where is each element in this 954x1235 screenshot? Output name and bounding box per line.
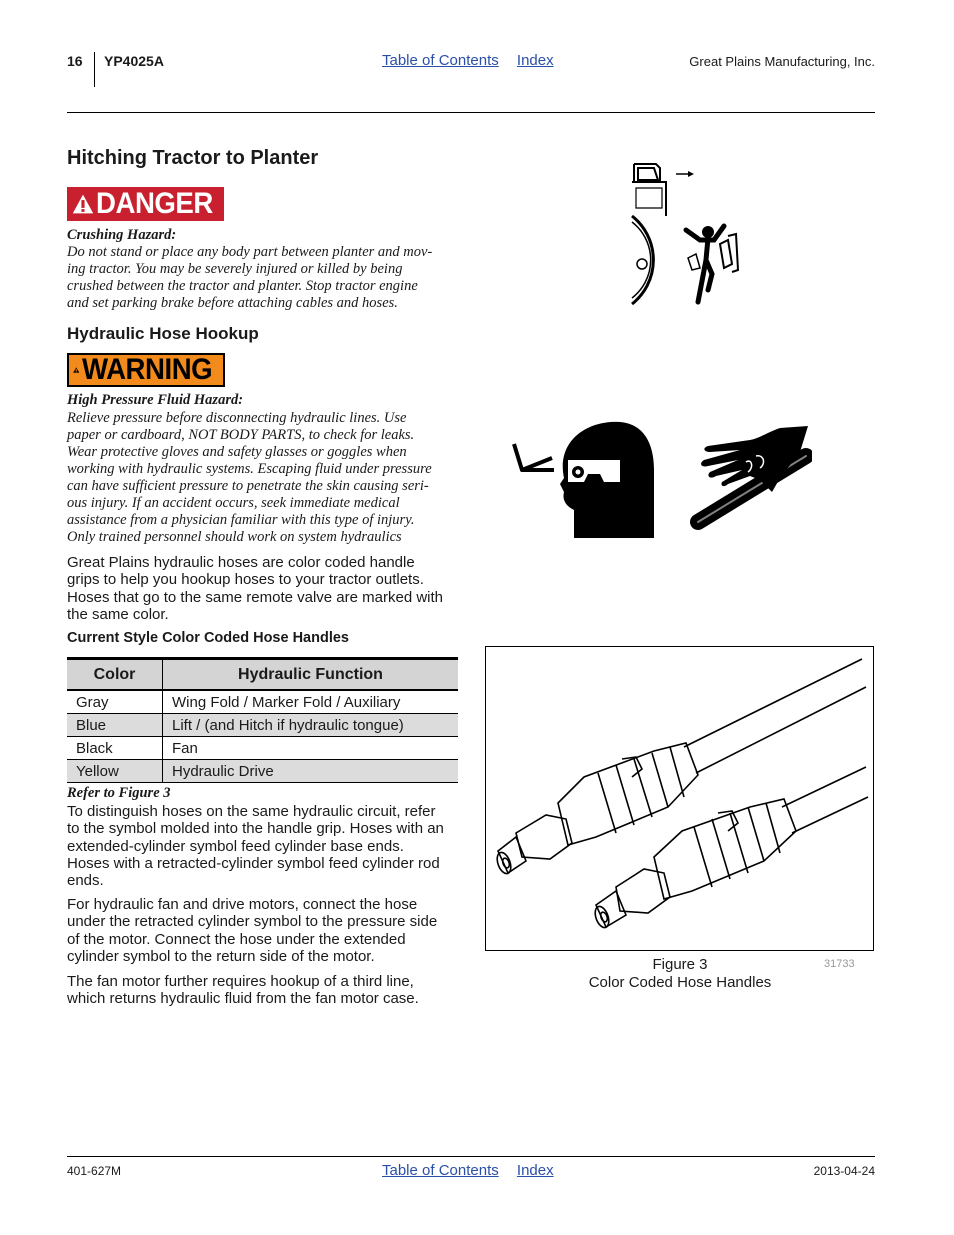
danger-sign: [67, 187, 224, 221]
footer-rule: [67, 1156, 875, 1157]
figure-number: Figure 3: [652, 956, 708, 973]
danger-text-line: ing tractor. You may be severely injured or killed by being: [67, 261, 403, 277]
page-number: 16: [67, 53, 83, 69]
header-divider: [94, 52, 95, 87]
warning-text-line: Relieve pressure before disconnecting hydraulic lines. Use: [67, 410, 407, 426]
danger-hazard-title: Crushing Hazard:: [67, 227, 177, 243]
intro-line: Great Plains hydraulic hoses are color coded handle: [67, 554, 415, 571]
table-cell-function: Fan: [163, 737, 459, 760]
footer-nav: [382, 1162, 568, 1179]
document-code: YP4025A: [104, 53, 164, 69]
paragraph-line: For hydraulic fan and drive motors, connect the hose: [67, 896, 418, 913]
footer-toc-link[interactable]: Table of Contents: [382, 1162, 499, 1179]
figure-reference: Refer to Figure 3: [67, 785, 171, 801]
company-name: Great Plains Manufacturing, Inc.: [689, 54, 875, 69]
paragraph-motors: [67, 896, 459, 965]
table-header-color: Color: [67, 659, 163, 691]
footer-index-link[interactable]: Index: [516, 1162, 554, 1179]
table-row: [67, 760, 458, 783]
hose-handles-illustration: [486, 647, 873, 950]
table-cell-color: Yellow: [67, 760, 163, 783]
danger-text-line: Do not stand or place any body part between planter and mov-: [67, 244, 433, 260]
header-rule: [67, 112, 875, 113]
warning-text: [67, 410, 462, 546]
danger-text-line: crushed between the tractor and planter. Stop tractor engine: [67, 278, 418, 294]
danger-text: [67, 244, 462, 312]
table-cell-color: Black: [67, 737, 163, 760]
figure-caption: [566, 956, 794, 991]
warning-text-line: ous injury. If an accident occurs, seek immediate medical: [67, 495, 400, 511]
table-cell-function: Wing Fold / Marker Fold / Auxiliary: [163, 690, 459, 714]
subsection-title: Hydraulic Hose Hookup: [67, 324, 259, 343]
table-row: [67, 690, 458, 714]
eye-protection-illustration: [508, 420, 658, 538]
intro-paragraph: [67, 554, 459, 623]
warning-hazard-title: High Pressure Fluid Hazard:: [67, 392, 244, 408]
paragraph-line: cylinder symbol to the return side of the motor.: [67, 947, 375, 965]
figure-3-box: [485, 646, 874, 951]
paragraph-line: of the motor. Connect the hose under the extended: [67, 930, 406, 948]
paragraph-line: under the retracted cylinder symbol to the pressure side: [67, 913, 438, 931]
warning-text-line: assistance from a physician familiar with this type of injury.: [67, 512, 415, 528]
table-cell-function: Lift / (and Hitch if hydraulic tongue): [163, 714, 459, 737]
paragraph-line: ends.: [67, 872, 104, 890]
crushing-hazard-illustration: [628, 160, 748, 308]
revision-date: 2013-04-24: [813, 1164, 875, 1178]
warning-text-line: paper or cardboard, NOT BODY PARTS, to check for leaks.: [67, 427, 415, 443]
paragraph-symbols: [67, 803, 459, 889]
header-nav: [382, 52, 568, 69]
table-row: [67, 737, 458, 760]
warning-text-line: working with hydraulic systems. Escaping fluid under pressure: [67, 461, 432, 477]
paragraph-line: which returns hydraulic fluid from the fan motor case.: [67, 990, 419, 1008]
section-title: Hitching Tractor to Planter: [67, 147, 319, 169]
header-toc-link[interactable]: Table of Contents: [382, 52, 499, 69]
table-cell-color: Gray: [67, 690, 163, 714]
danger-label: DANGER: [95, 187, 213, 220]
table-caption: Current Style Color Coded Hose Handles: [67, 630, 349, 646]
warning-text-line: Wear protective gloves and safety glasses or goggles when: [67, 444, 407, 460]
table-header-row: [67, 659, 458, 691]
table-cell-color: Blue: [67, 714, 163, 737]
hazard-triangle-icon: [73, 357, 80, 383]
figure-id: 31733: [824, 958, 855, 970]
warning-label: WARNING: [81, 353, 212, 386]
paragraph-line: extended-cylinder symbol feed cylinder base ends.: [67, 837, 404, 855]
table-row: [67, 714, 458, 737]
warning-sign: [67, 353, 225, 387]
table-header-function: Hydraulic Function: [163, 659, 459, 691]
header-index-link[interactable]: Index: [516, 52, 554, 69]
part-number: 401-627M: [67, 1164, 122, 1178]
warning-text-line: can have sufficient pressure to penetrate the skin causing seri-: [67, 478, 429, 494]
paragraph-line: Hoses with a retracted-cylinder symbol feed cylinder rod: [67, 854, 440, 872]
intro-line: Hoses that go to the same remote valve are marked with: [67, 588, 444, 606]
paragraph-fan-motor: [67, 973, 459, 1008]
paragraph-line: to the symbol molded into the handle grip. Hoses with an: [67, 820, 444, 838]
table-cell-function: Hydraulic Drive: [163, 760, 459, 783]
paragraph-line: To distinguish hoses on the same hydraulic circuit, refer: [67, 803, 436, 820]
intro-line: the same color.: [67, 605, 169, 623]
intro-line: grips to help you hookup hoses to your tractor outlets.: [67, 571, 424, 589]
hose-color-table: [67, 657, 458, 783]
paragraph-line: The fan motor further requires hookup of a third line,: [67, 973, 414, 990]
warning-text-line: Only trained personnel should work on system hydraulics: [67, 529, 402, 545]
figure-title: Color Coded Hose Handles: [588, 973, 772, 991]
danger-text-line: and set parking brake before attaching cables and hoses.: [67, 295, 398, 311]
fluid-injection-illustration: [688, 422, 812, 532]
hazard-triangle-icon: [72, 191, 94, 217]
